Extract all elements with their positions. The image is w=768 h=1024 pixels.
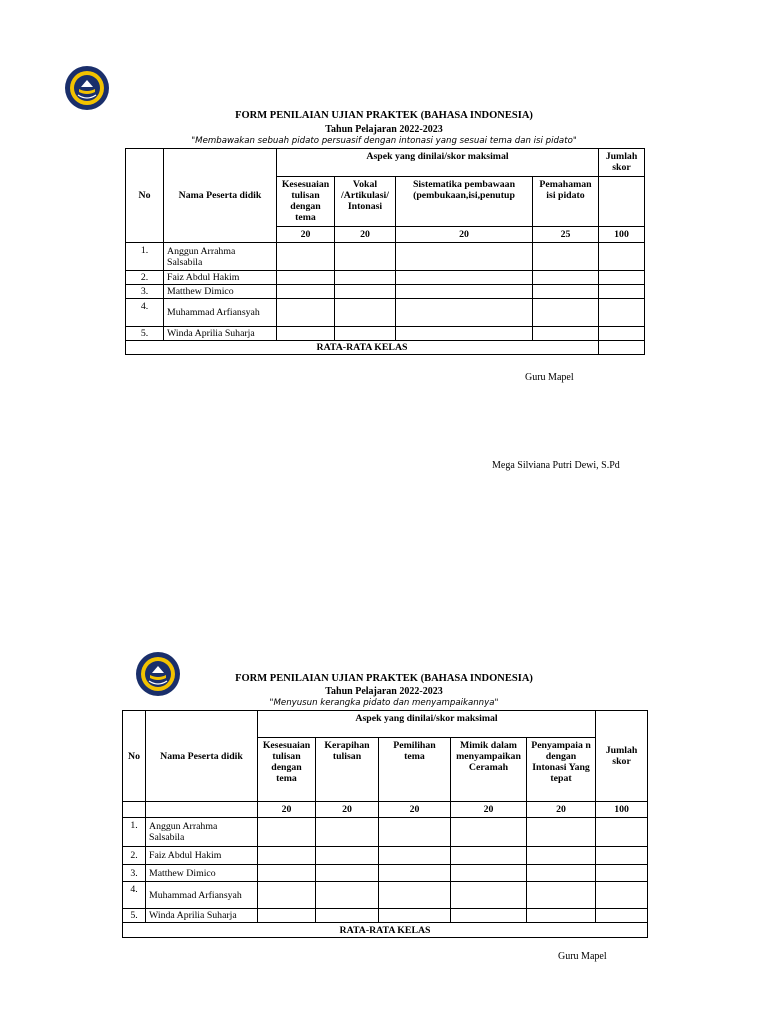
max-score-3: 20 [396, 227, 533, 243]
row-name: Faiz Abdul Hakim [164, 271, 277, 285]
row-name: Anggun Arrahma Salsabila [146, 818, 258, 847]
row-name: Winda Aprilia Suharja [164, 327, 277, 341]
row-name: Winda Aprilia Suharja [146, 909, 258, 923]
max-score-4: 25 [533, 227, 599, 243]
row-no: 2. [123, 847, 146, 865]
header-aspect-4: Pemahaman isi pidato [533, 177, 599, 227]
assessment-table [122, 710, 648, 938]
max-score-5: 20 [527, 802, 596, 818]
row-no: 3. [123, 865, 146, 882]
header-aspect-2: Kerapihan tulisan [316, 738, 379, 802]
header-aspect-3: Sistematika pembawaan (pembukaan,isi,penutup [396, 177, 533, 227]
row-name: Muhammad Arfiansyah [164, 299, 277, 327]
row-name: Matthew Dimico [146, 865, 258, 882]
header-name: Nama Peserta didik [164, 149, 277, 243]
header-no: No [126, 149, 164, 243]
max-score-4: 20 [451, 802, 527, 818]
header-total: Jumlah skor [596, 711, 648, 802]
header-aspect-4: Mimik dalam menyampaikan Ceramah [451, 738, 527, 802]
row-no: 5. [126, 327, 164, 341]
header-aspect: Aspek yang dinilai/skor maksimal [258, 711, 596, 738]
form-theme-quote: "Membawakan sebuah pidato persuasif dengan intonasi yang sesuai tema dan isi pidato" [191, 136, 577, 146]
class-average-label: RATA-RATA KELAS [123, 923, 648, 938]
table-row [123, 865, 648, 882]
row-no: 1. [123, 818, 146, 847]
table-row [126, 243, 645, 271]
signature-role: Guru Mapel [558, 951, 607, 962]
header-aspect-3: Pemilihan tema [379, 738, 451, 802]
school-year: Tahun Pelajaran 2022-2023 [325, 124, 443, 135]
row-no: 1. [126, 243, 164, 271]
form-title: FORM PENILAIAN UJIAN PRAKTEK (BAHASA INDONESIA) [235, 110, 533, 121]
table-row [126, 271, 645, 285]
max-score-1: 20 [277, 227, 335, 243]
header-aspect-1: Kesesuaian tulisan dengan tema [258, 738, 316, 802]
header-name: Nama Peserta didik [146, 711, 258, 802]
max-score-1: 20 [258, 802, 316, 818]
signature-role: Guru Mapel [525, 372, 574, 383]
form-theme-quote: "Menyusun kerangka pidato dan menyampaikannya" [269, 698, 499, 708]
max-score-total: 100 [596, 802, 648, 818]
max-score-2: 20 [335, 227, 396, 243]
signature-name: Mega Silviana Putri Dewi, S.Pd [492, 460, 620, 471]
header-no: No [123, 711, 146, 802]
header-aspect: Aspek yang dinilai/skor maksimal [277, 149, 599, 177]
row-name: Muhammad Arfiansyah [146, 882, 258, 909]
school-year: Tahun Pelajaran 2022-2023 [325, 686, 443, 697]
table-row [126, 299, 645, 327]
row-no: 5. [123, 909, 146, 923]
assessment-table [125, 148, 645, 355]
table-row [126, 327, 645, 341]
max-score-2: 20 [316, 802, 379, 818]
row-name: Faiz Abdul Hakim [146, 847, 258, 865]
header-aspect-5: Penyampaia n dengan Intonasi Yang tepat [527, 738, 596, 802]
table-row [123, 818, 648, 847]
row-no: 4. [123, 882, 146, 909]
row-no: 3. [126, 285, 164, 299]
table-row [126, 285, 645, 299]
row-name: Anggun Arrahma Salsabila [164, 243, 277, 271]
row-no: 4. [126, 299, 164, 327]
row-name: Matthew Dimico [164, 285, 277, 299]
max-score-3: 20 [379, 802, 451, 818]
table-row [123, 847, 648, 865]
row-no: 2. [126, 271, 164, 285]
header-aspect-2: Vokal /Artikulasi/ Intonasi [335, 177, 396, 227]
class-average-value [599, 341, 645, 355]
class-average-label: RATA-RATA KELAS [126, 341, 599, 355]
school-emblem-icon [64, 65, 110, 111]
blank-cell [599, 177, 645, 227]
header-aspect-1: Kesesuaian tulisan dengan tema [277, 177, 335, 227]
table-row [123, 882, 648, 909]
form-title: FORM PENILAIAN UJIAN PRAKTEK (BAHASA INDONESIA) [235, 673, 533, 684]
max-score-total: 100 [599, 227, 645, 243]
header-total: Jumlah skor [599, 149, 645, 177]
table-row [123, 909, 648, 923]
